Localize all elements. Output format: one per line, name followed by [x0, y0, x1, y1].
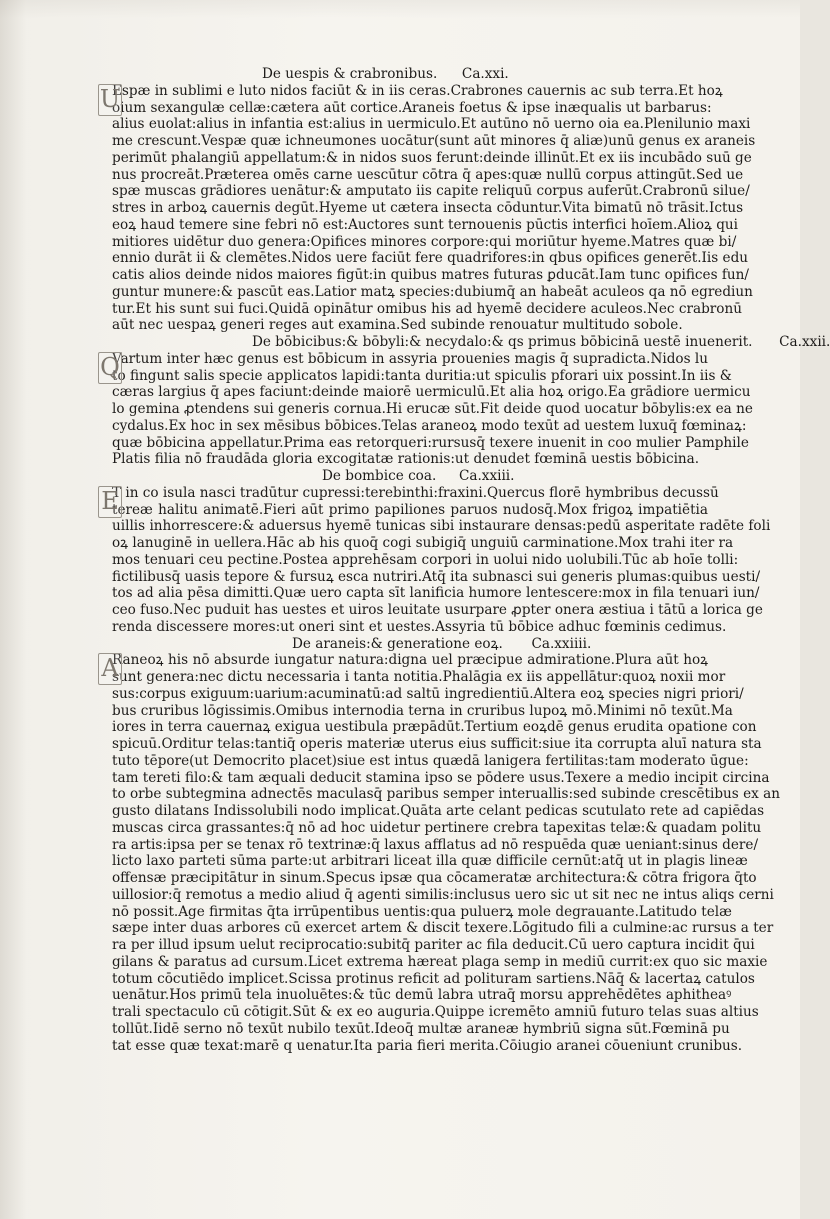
text-line: sæpe inter duas arbores cū exercet artem & discit texere.Lōgitudo fili a culmine:ac rursus a ter [112, 920, 774, 937]
text-line: to fingunt salis specie applicatos lapidi:tanta duritia:ut spiculis pforari uix possint.In iis & [112, 367, 732, 384]
text-line: renda discessere mores:ut oneri sint et uestes.Assyria tū bōbice adhuc fœminis cedimus. [112, 618, 727, 635]
text-line: oium sexangulæ cellæ:cætera aūt cortice.Araneis foetus & ipse inæqualis ut barbarus: [112, 99, 712, 116]
text-line: Espæ in sublimi e luto nidos faciūt & in iis ceras.Crabrones cauernis ac sub terra.Et hoꝝ [112, 82, 723, 99]
text-line: offensæ præcipitātur in sinum.Specus ipsæ qua cōcameratæ architectura:& cōtra frigora q̄to [112, 870, 757, 886]
text-line: trali spectaculo cū cōtigit.Sūt & ex eo auguria.Quippe icremēto amniū futuro telas suas altius [112, 1004, 759, 1020]
text-line: gilans & paratus ad cursum.Licet extrema hæreat plaga semp in mediū currit:ex quo sic maxie [112, 953, 768, 970]
text-line: licto laxo parteti sūma parte:ut arbitrari liceat illa quæ difficile cernūt:atq̄ ut in plagis lineæ [112, 853, 748, 870]
chapter-title: De bombice coa. [322, 468, 437, 484]
text-line: tollūt.Iidē serno nō texūt nubilo texūt.Ideoq̄ multæ araneæ hymbriū signa sūt.Fœminā pu [112, 1020, 730, 1037]
text-line: sus:corpus exiguum:uarium:acuminatū:ad saltū ingredientiū.Altera eoꝝ species nigri priori/ [112, 685, 744, 702]
initial-letter: U [98, 84, 122, 116]
text-line: spæ muscas grādiores uenātur:& amputato iis capite reliquū corpus auferūt.Crabronū silue/ [112, 183, 750, 200]
chapter-title: De bōbicibus:& bōbyli:& necydalo:& qs primus bōbicinā uestē inuenerit. [252, 334, 753, 350]
text-line: mos tenuari ceu pectine.Postea apprehēsam corpori in uolui nido uolubili.Tūc ab hoīe tolli: [112, 551, 739, 568]
section-2-heading [112, 334, 830, 351]
text-line: Vartum inter hæc genus est bōbicum in assyria prouenies magis q̄ supradicta.Nidos lu [112, 350, 708, 367]
chapter-number: Ca.xxi. [461, 66, 509, 82]
text-line: uillis inhorrescere:& aduersus hyemē tunicas sibi instaurare densas:pedū asperitate radēte foli [112, 518, 771, 535]
text-line: quæ bōbicina appellatur.Prima eas retorqueri:rursusq̄ texere inuenit in coo mulier Pamphile [112, 434, 749, 451]
text-line: T in co isula nasci tradūtur cupressi:terebinthi:fraxini.Quercus florē hymbribus decussū [112, 484, 719, 501]
text-line: uillosior:q̄ remotus a medio aliud q̄ agenti similis:inclusus uero sic ut sit nec ne intus aliqs cerni [112, 886, 774, 903]
text-line: stres in arboꝝ cauernis degūt.Hyeme ut cætera insecta cōduntur.Vita bimatū nō trāsit.Ictus [112, 200, 744, 216]
text-line: eoꝝ haud temere sine febri nō est:Auctores sunt ternouenis pūctis interfici hoīem.Alioꝝ qui [112, 216, 739, 233]
text-line: totum cōcutiēdo implicet.Scissa protinus reficit ad polituram sartiens.Nāq̄ & lacertaꝝ catulos [112, 970, 755, 987]
text-line: tuto tēpore(ut Democrito placet)siue est intus quædā lanigera fertilitas:tam moderato ūgue: [112, 752, 749, 769]
text-line: tam tereti filo:& tam æquali deducit stamina ipso se pōdere usus.Texere a medio incipit circina [112, 769, 770, 786]
text-line: catis alios deinde nidos maiores figūt:in quibus matres futuras ꝑducāt.Iam tunc opifices fun/ [112, 267, 749, 283]
text-line: tat esse quæ texat:marē q uenatur.Ita paria fieri merita.Cōiugio aranei cōueniunt crunibus. [112, 1037, 743, 1054]
section-2 [100, 350, 753, 468]
text-line: sunt genera:nec dictu necessaria i tanta notitia.Phalāgia ex iis appellātur:quoꝝ noxii mor [112, 669, 726, 685]
section-1 [99, 82, 756, 334]
text-line: guntur munere:& pascūt eas.Latior matꝝ species:dubiumq̄ an habeāt aculeos qa nō egrediun [112, 283, 753, 300]
text-line: uenātur.Hos primū tela inuoluētes:& tūc demū labra utraq̄ morsu apprehēdētes aphitheaꝰ [112, 987, 732, 1004]
chapter-number: Ca.xxiii. [458, 468, 515, 484]
text-line: iores in terra cauernaꝝ exigua uestibula præpādūt.Tertium eoꝝdē genus erudita opatione con [112, 719, 757, 736]
chapter-title: De araneis:& generatione eoꝝ. [292, 635, 503, 652]
text-line: mitiores uidētur duo genera:Opifices minores corpore:qui moriūtur hyeme.Matres quæ bi/ [112, 233, 737, 250]
text-line: ra per illud ipsum uelut reciprocatio:subitq̄ pariter ac fila deducit.Cū uero captura incidit q̄ui [112, 937, 755, 953]
section-4-heading [112, 636, 708, 653]
text-line: bus cruribus lōgissimis.Omibus internodia terna in cruribus lupoꝝ mō.Minimi nō texūt.Ma [112, 702, 733, 719]
initial-letter: E [98, 486, 122, 518]
text-line: ceo fuso.Nec puduit has uestes et uiros leuitate usurpare ꝓpter onera æstiua i tātū a lorica ge [112, 602, 763, 618]
main-text [99, 66, 830, 1054]
text-line: ra artis:ipsa per se tenax rō textrinæ:q̄ laxus afflatus ad nō respuēda quæ ueniant:sinus dere/ [112, 836, 759, 853]
text-line: cæras largius q̄ apes faciunt:deinde maiorē uermiculū.Et alia hoꝝ origo.Ea grādiore uermicu [112, 384, 751, 401]
text-line: muscas circa grassantes:q̄ nō ad hoc uidetur pertinere crebra tapexitas telæ:& quadam politu [112, 819, 762, 836]
text-line: to orbe subtegmina adnectēs maculasq̄ paribus semper interuallis:sed subinde crescētibus ex an [112, 786, 780, 803]
text-line: tur.Et his sunt sui fuci.Quidā opinātur omibus his ad hyemē decidere aculeos.Nec crabronū [112, 300, 742, 317]
text-line: spicuū.Orditur telas:tantiq̄ operis materiæ uterus eius sufficit:siue ita corrupta aluī natura sta [112, 736, 762, 752]
text-line: Raneoꝝ his nō absurde iungatur natura:digna uel præcipue admiratione.Plura aūt hoꝝ [112, 652, 708, 669]
initial-letter: A [98, 653, 122, 685]
text-line: cydalus.Ex hoc in sex mēsibus bōbices.Telas araneoꝝ modo texūt ad uestem luxuq̄ fœminaꝝ: [112, 417, 747, 434]
text-line: ennio durāt ii & clemētes.Nidos uere faciūt fere quadrifores:in qbus opifices generēt.Iis edu [112, 250, 749, 267]
text-line: oꝝ lanuginē in uellera.Hāc ab his quoq̄ cogi subigiq̄ unguiū carminatione.Mox trahi iter ra [112, 535, 734, 551]
page-title [112, 66, 708, 83]
text-line: alius euolat:alius in infantia est:alius in uermiculo.Et autūno nō uerno oia ea.Plenilunio maxi [112, 116, 751, 133]
text-line: aūt nec uespaꝝ generi reges aut examina.Sed subinde renouatur multitudo sobole. [112, 317, 683, 334]
section-4 [101, 652, 780, 1054]
text-line: tereæ halitu animatē.Fieri aūt primo papiliones paruos nudosq̄.Mox frigoꝝ impatiētia [112, 501, 708, 518]
text-line: me crescunt.Vespæ quæ ichneumones uocātur(sunt aūt minores q̄ aliæ)unū genus ex araneis [112, 133, 756, 149]
chapter-number: Ca.xxiiii. [531, 635, 592, 652]
section-3 [101, 484, 771, 636]
text-line: perimūt phalangiū appellatum:& in nidos suos ferunt:deinde illinūt.Et ex iis incubādo suū ge [112, 149, 752, 166]
chapter-title: De uespis & crabronibus. [262, 66, 438, 82]
text-line: tos ad alia pēsa dimitti.Quæ uero capta sīt lanificia humore lentescere:mox in fila tenuari iun/ [112, 585, 760, 602]
text-line: nō possit.Age firmitas q̄ta irrūpentibus uentis:qua puluerꝝ mole degrauante.Latitudo telæ [112, 903, 732, 920]
text-line: lo gemina ꝓtendens sui generis cornua.Hi erucæ sūt.Fit deide quod uocatur bōbylis:ex ea ne [112, 401, 753, 417]
text-line: fictilibusq̄ uasis tepore & fursuꝝ esca nutriri.Atq̄ ita subnasci sui generis plumas:quibus uesti/ [112, 568, 761, 585]
chapter-number: Ca.xxii. [779, 334, 830, 350]
text-line: Platis filia nō fraudāda gloria excogitatæ rationis:ut denudet fœminā uestis bōbicina. [112, 451, 700, 468]
text-line: nus procreāt.Præterea omēs carne uescūtur cōtra q̄ apes:quæ nullū corpus attingūt.Sed ue [112, 166, 744, 183]
page-shadow-top [0, 0, 800, 18]
initial-letter: Q [98, 352, 122, 384]
page-shadow-left [0, 0, 26, 1219]
text-line: gusto dilatans Indissolubili nodo implicat.Quāta arte celant pedicas scutulato rete ad capiēdas [112, 803, 765, 819]
section-3-heading [112, 468, 708, 485]
